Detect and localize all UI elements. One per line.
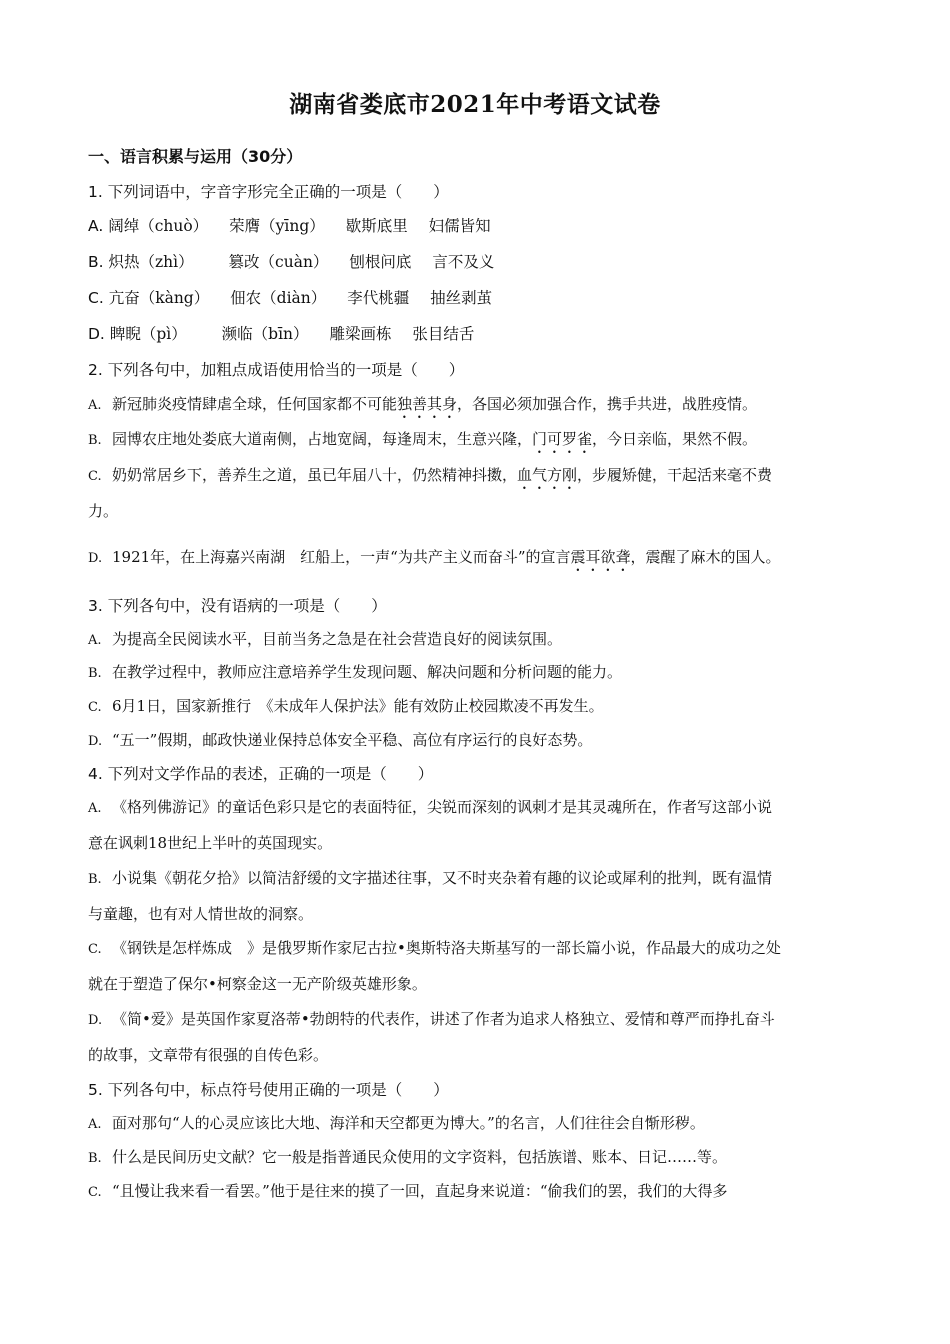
option-letter: C. [88,942,102,957]
question-3-option-b [88,661,622,682]
option-text: 园博农庄地处娄底大道南侧，占地宽阔，每逢周末，生意兴隆， [112,430,533,448]
emphasized-idiom: 血气方刚 [517,466,578,484]
question-4-option-d-continued: 的故事，文章带有很强的自传色彩。 [88,1046,329,1064]
option-letter: A. [88,217,104,235]
option-text: 小说集《朝花夕拾》以简洁舒缓的文字描述往事，又不时夹杂着有趣的议论或犀利的批判，既有温情 [112,869,773,887]
emphasized-idiom: 独善其身 [397,395,458,413]
question-1-option-a [88,214,507,236]
question-2-option-d [88,546,781,575]
option-text: ，各国必须加强合作，携手共进，战胜疫情。 [457,395,758,413]
question-2-option-c-continued: 力。 [88,502,119,520]
option-letter: C. [88,289,104,307]
question-4-option-b [88,867,772,888]
question-4-option-a [88,796,772,817]
option-word: 亢奋（kàng） [108,289,210,307]
question-3-option-c [88,695,604,716]
option-letter: D. [88,551,103,566]
question-2-option-c [88,464,772,493]
option-word: 言不及义 [432,253,495,271]
option-letter: B. [88,666,102,681]
option-text: 面对那句“人的心灵应该比大地、海洋和天空都更为博大。”的名言，人们往往会自惭形秽。 [112,1114,705,1132]
option-letter: B. [88,872,102,887]
option-word: 抽丝剥茧 [430,289,493,307]
question-1-option-b [88,250,510,272]
option-letter: D. [88,325,105,343]
option-word: 歇斯底里 [345,217,408,235]
question-1-stem: 1. 下列词语中，字音字形完全正确的一项是（ ） [88,183,449,201]
question-5-option-b [88,1146,727,1167]
question-2-option-b [88,428,757,457]
emphasized-idiom: 震耳欲聋 [570,548,631,566]
option-text: 《格列佛游记》的童话色彩只是它的表面特征，尖锐而深刻的讽刺才是其灵魂所在，作者写这部小说 [112,798,773,816]
option-letter: B. [88,1151,102,1166]
option-letter: A. [88,1117,102,1132]
question-1-option-c [88,286,508,308]
question-4-option-b-continued: 与童趣，也有对人情世故的洞察。 [88,905,314,923]
exam-title: 湖南省娄底市2021年中考语文试卷 [289,91,661,118]
question-5-option-a [88,1112,705,1133]
question-3-option-a [88,628,562,649]
option-text: “且慢让我来看一看罢。”他于是往来的摸了一回，直起身来说道：“偷我们的罢，我们的大得多 [112,1182,728,1200]
option-word: 佃农（diàn） [230,289,327,307]
question-4-option-c [88,937,781,958]
question-5-option-c [88,1180,728,1201]
option-word: 篡改（cuàn） [228,253,329,271]
option-letter: B. [88,433,102,448]
option-letter: A. [88,801,102,816]
option-text: 在教学过程中，教师应注意培养学生发现问题、解决问题和分析问题的能力。 [112,663,623,681]
option-word: 濒临（bīn） [221,325,309,343]
question-4-option-c-continued: 就在于塑造了保尔•柯察金这一无产阶级英雄形象。 [88,975,427,993]
option-text: 什么是民间历史文献？它一般是指普通民众使用的文字资料，包括族谱、账本、日记……等。 [112,1148,728,1166]
question-5-stem: 5. 下列各句中，标点符号使用正确的一项是（ ） [88,1081,449,1099]
option-text: 1921年，在上海嘉兴南湖 红船上，一声“为共产主义而奋斗”的宣言 [112,548,571,566]
question-4-stem: 4. 下列对文学作品的表述，正确的一项是（ ） [88,765,434,783]
question-3-option-d [88,729,592,750]
section-heading: 一、语言积累与运用（30分） [88,147,303,166]
question-2-option-a [88,393,757,422]
option-word: 李代桃疆 [347,289,410,307]
question-4-option-d [88,1008,775,1029]
option-text: 为提高全民阅读水平，目前当务之急是在社会营造良好的阅读氛围。 [112,630,563,648]
option-text: ，今日亲临，果然不假。 [592,430,758,448]
option-word: 睥睨（pì） [109,325,187,343]
option-text: ，步履矫健，干起活来毫不费 [577,466,773,484]
question-1-option-d [88,322,490,344]
option-letter: A. [88,398,102,413]
option-text: “五一”假期，邮政快递业保持总体安全平稳、高位有序运行的良好态势。 [112,731,593,749]
option-word: 刨根问底 [349,253,412,271]
question-3-stem: 3. 下列各句中，没有语病的一项是（ ） [88,597,387,615]
option-text: 新冠肺炎疫情肆虐全球，任何国家都不可能 [112,395,398,413]
option-letter: C. [88,1185,102,1200]
option-letter: D. [88,1013,103,1028]
option-text: 《简•爱》是英国作家夏洛蒂•勃朗特的代表作，讲述了作者为追求人格独立、爱情和尊严而挣扎奋斗 [112,1010,775,1028]
option-letter: A. [88,633,102,648]
option-word: 炽热（zhì） [108,253,194,271]
emphasized-idiom: 门可罗雀 [532,430,593,448]
option-text: 6月1日，国家新推行 《未成年人保护法》能有效防止校园欺凌不再发生。 [112,697,604,715]
option-letter: C. [88,700,102,715]
option-word: 荣膺（yīng） [229,217,325,235]
question-2-stem: 2. 下列各句中，加粗点成语使用恰当的一项是（ ） [88,361,465,379]
option-word: 雕梁画栋 [329,325,392,343]
option-text: 奶奶常居乡下，善养生之道，虽已年届八十，仍然精神抖擞， [112,466,518,484]
option-word: 张目结舌 [412,325,475,343]
option-letter: C. [88,469,102,484]
question-4-option-a-continued: 意在讽刺18世纪上半叶的英国现实。 [88,834,333,852]
option-word: 妇儒皆知 [428,217,491,235]
option-word: 阔绰（chuò） [108,217,209,235]
option-letter: D. [88,734,103,749]
option-letter: B. [88,253,104,271]
option-text: 《钢铁是怎样炼成 》是俄罗斯作家尼古拉•奥斯特洛夫斯基写的一部长篇小说，作品最大的成功之处 [112,939,781,957]
option-text: ，震醒了麻木的国人。 [630,548,781,566]
